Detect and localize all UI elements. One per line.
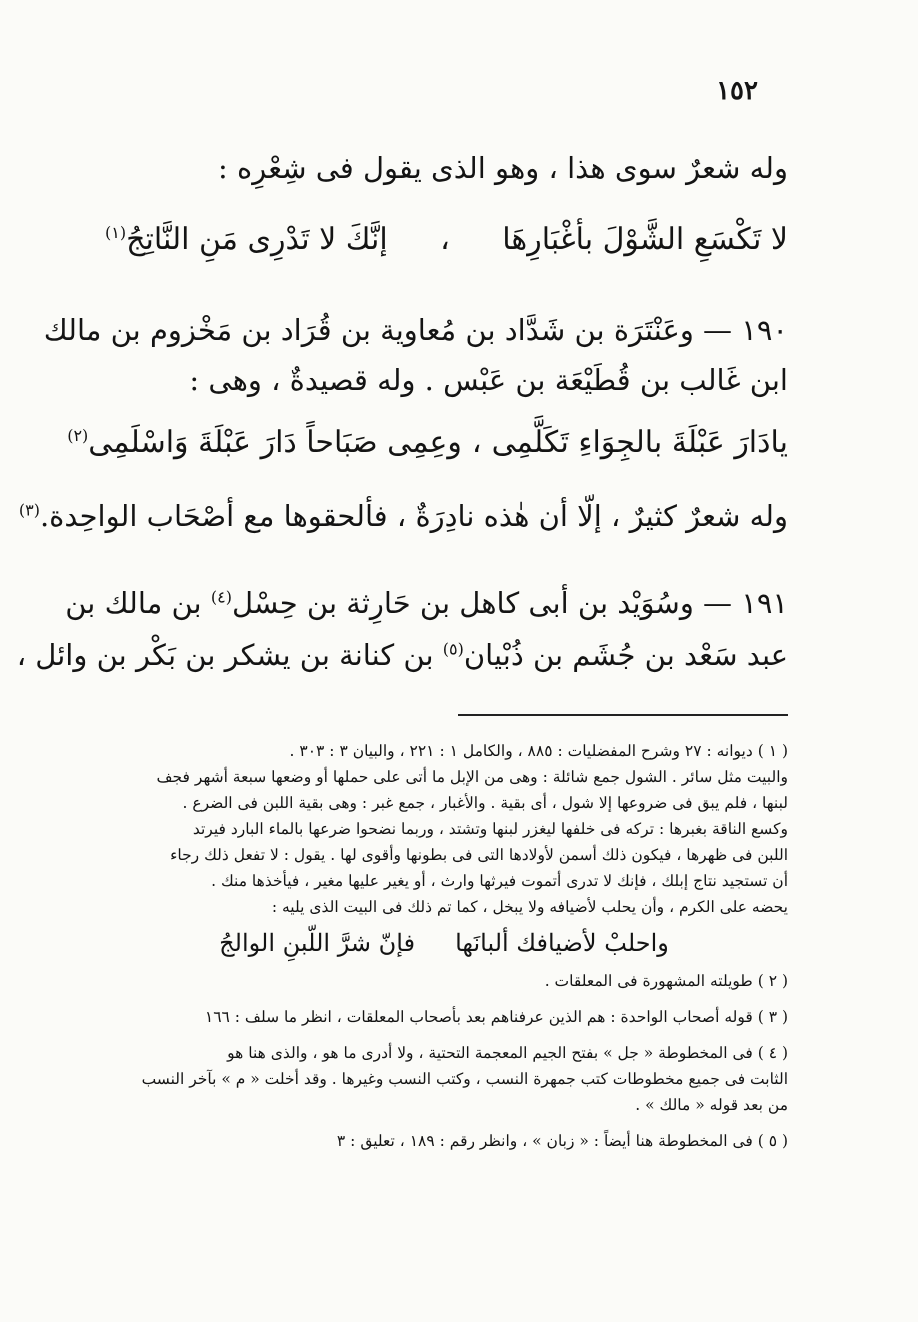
intro-line: وله شعرٌ سوى هذا ، وهو الذى يقول فى شِعْرِه : [218, 151, 788, 185]
footnote-1 [100, 738, 788, 956]
verse-1-second-hemistich-wrap [105, 222, 388, 257]
entry-191-line-1-b: بن مالك بن [65, 586, 202, 620]
footnote-ref-5: (٥) [442, 639, 464, 659]
footnote-4 [100, 1040, 788, 1118]
remark-block [18, 498, 788, 536]
footnote-1-line: وكسع الناقة بغبرها : تركه فى خلفها ليغزر لبنها وتشتد ، وربما نضحوا ضرعها بالماء البارد فيرتد [192, 820, 788, 838]
entry-190 [43, 312, 788, 399]
footnote-3: ( ٣ ) قوله أصحاب الواحدة : هم الذين عرفناهم بعد بأصحاب المعلقات ، انظر ما سلف : ١٦٦ [204, 1008, 788, 1026]
verse-1-first-hemistich: لا تَكْسَعِ الشَّوْلَ بأغْبَارِهَا [502, 222, 788, 257]
verse-2-second-hemistich: وعِمِى صَبَاحاً دَارَ عَبْلَةَ وَاسْلَمِى [88, 425, 462, 460]
page-number: ١٥٢ [716, 76, 758, 106]
footnote-1-verse-second: فإنّ شرَّ اللّبنِ الوالجُ [219, 929, 416, 957]
footnote-ref-3: (٣) [18, 500, 40, 520]
footnote-1-line: أن تستجيد نتاج إبلك ، فإنك لا تدرى أتموت فيرثها وارث ، أو يغير عليها مغير ، فيأخذها منك . [211, 872, 788, 890]
remark-line: وله شعرٌ كثيرٌ ، إلّا أن هٰذه نادِرَةٌ ، فألحقوها مع أصْحَاب الواحِدة. [39, 499, 788, 533]
verse-1 [105, 222, 788, 257]
footnotes [100, 738, 788, 1154]
footnote-ref-4: (٤) [210, 587, 232, 607]
verse-2-separator: ، [471, 425, 482, 460]
verse-1-separator: ، [440, 222, 450, 257]
verse-2-second-hemistich-wrap [67, 425, 462, 460]
footnote-1-line: والبيت مثل سائر . الشول جمع شائلة : وهى من الإبل ما أتى على حملها أو وضعها سبعة أشهر فجف [156, 768, 788, 786]
footnote-1-verse-first: واحلبْ لأضيافك ألبانَها [455, 929, 669, 957]
footnote-2: ( ٢ ) طويلته المشهورة فى المعلقات . [544, 972, 788, 990]
entry-191-line-2 [16, 637, 788, 675]
entry-190-line-2: ابن غَالب بن قُطَيْعَة بن عَبْس . وله قصيدةٌ ، وهى : [189, 362, 788, 397]
intro-line-block [105, 150, 788, 188]
footnote-4-line: الثابت فى جميع مخطوطات كتب جمهرة النسب ، وكتب النسب وغيرها . وقد أخلت « م » بآخر النسب [141, 1070, 788, 1088]
entry-191-line-2-b: بن كنانة بن يشكر بن بَكْر بن وائل ، [16, 637, 434, 672]
entry-191-line-1 [65, 585, 788, 623]
footnote-1-line: لبنها ، فلم يبق فى ضروعها إلا شول ، أى بقية . والأغبار ، جمع غبر : وهى بقية اللبن فى الضرع . [182, 794, 788, 812]
entry-191 [16, 585, 788, 674]
footnote-separator-rule [458, 714, 788, 716]
footnote-ref-1: (١) [105, 223, 127, 242]
footnote-1-verse [100, 930, 788, 956]
verse-2-first-hemistich: يادَارَ عَبْلَةَ بالجِوَاءِ تَكَلَّمِى [491, 425, 788, 460]
verse-2 [67, 425, 788, 460]
entry-190-line-1: ١٩٠ — وعَنْتَرَة بن شَدَّاد بن مُعاوية بن قُرَاد بن مَخْزوم بن مالك [43, 313, 788, 347]
footnote-5: ( ٥ ) فى المخطوطة هنا أيضاً : « زبان » ، وانظر رقم : ١٨٩ ، تعليق : ٣ [336, 1132, 788, 1150]
footnote-ref-2: (٢) [67, 426, 89, 445]
entry-191-line-1-a: ١٩١ — وسُوَيْد بن أبى كاهل بن حَارِثة بن حِسْل [231, 586, 788, 620]
footnote-1-line: اللبن فى ظهرها ، فيكون ذلك أسمن لأولادها التى فى بطونها وأقوى لها . يقول : لا تفعل ذلك رجاء [170, 846, 788, 864]
footnote-4-line: ( ٤ ) فى المخطوطة « جل » بفتح الجيم المعجمة التحتية ، ولا أدرى ما هو ، والذى هنا هو [227, 1044, 788, 1062]
footnote-1-line: ( ١ ) ديوانه : ٢٧ وشرح المفضليات : ٨٨٥ ، والكامل ١ : ٢٢١ ، والبيان ٣ : ٣٠٣ . [289, 742, 788, 760]
verse-1-second-hemistich: إنَّكَ لا تَدْرِى مَنِ النَّاتِجُ [126, 222, 388, 257]
footnote-1-line: يحضه على الكرم ، وأن يحلب لأضيافه ولا يبخل ، كما تم ذلك فى البيت الذى يليه : [271, 898, 788, 916]
entry-191-line-2-a: عبد سَعْد بن جُشَم بن ذُبْيان [463, 637, 788, 672]
footnote-4-line: من بعد قوله « مالك » . [635, 1096, 788, 1114]
